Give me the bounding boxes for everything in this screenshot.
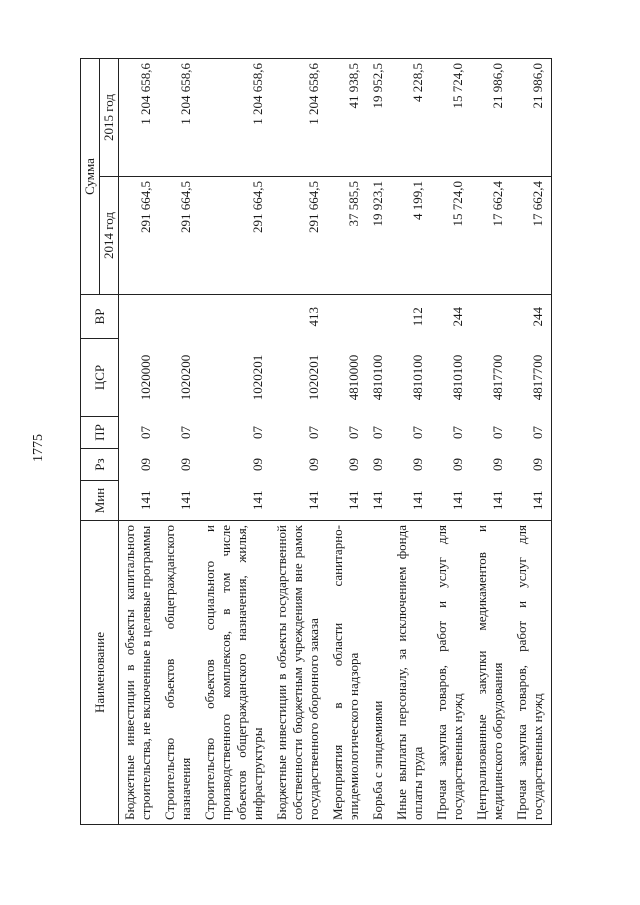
table-row — [471, 59, 511, 825]
row-sum-2015: 41 938,5 — [327, 59, 367, 177]
row-vr: 244 — [511, 295, 552, 339]
row-rz: 09 — [138, 458, 153, 471]
header-vr: ВР — [81, 295, 119, 339]
row-sum-2015: 1 204 658,6 — [159, 59, 199, 177]
row-rz: 09 — [306, 458, 321, 471]
row-sum-2014: 291 664,5 — [199, 177, 271, 295]
row-pr: 07 — [490, 426, 505, 439]
table-row — [431, 59, 471, 825]
row-pr: 07 — [511, 417, 552, 449]
row-name: Бюджетные инвестиции в объекты капитального строительства, не включенные в целевые программы — [119, 521, 160, 825]
header-csr: ЦСР — [81, 339, 119, 417]
row-name: Борьба с эпидемиями — [367, 521, 391, 825]
row-sum-2015: 1 204 658,6 — [119, 59, 160, 177]
row-name: Строительство объектов социального и производственного комплексов, в том числе объектов общегражданского назначения, жилья, инфраструктуры — [199, 521, 271, 825]
row-min: 141 — [431, 481, 471, 521]
row-sum-2015: 21 986,0 — [511, 59, 552, 177]
row-min: 141 — [159, 481, 199, 521]
row-vr — [119, 295, 160, 339]
row-vr: 244 — [431, 295, 471, 339]
row-pr: 07 — [178, 426, 193, 439]
row-pr: 07 — [250, 426, 265, 439]
budget-table — [80, 58, 552, 825]
row-sum-2015: 15 724,0 — [431, 59, 471, 177]
row-csr: 1020201 — [306, 354, 321, 401]
header-rz: Рз — [81, 449, 119, 481]
row-csr: 4810100 — [410, 354, 425, 401]
table-row — [199, 59, 271, 825]
table-row — [159, 59, 199, 825]
row-pr: 07 — [138, 426, 153, 439]
row-sum-2015: 21 986,0 — [471, 59, 511, 177]
row-csr: 4810000 — [346, 354, 361, 401]
row-pr: 07 — [450, 426, 465, 439]
row-sum-2014: 37 585,5 — [327, 177, 367, 295]
header-sum: Сумма — [81, 59, 100, 295]
table-row — [391, 59, 431, 825]
document-page — [31, 59, 600, 825]
row-name: Прочая закупка товаров, работ и услуг для государственных нужд — [431, 521, 471, 825]
table-row — [511, 59, 552, 825]
row-name: Прочая закупка товаров, работ и услуг для государственных нужд — [511, 521, 552, 825]
row-pr: 07 — [306, 426, 321, 439]
row-csr: 1020201 — [250, 354, 265, 401]
row-csr: 1020000 — [138, 354, 153, 401]
row-min: 141 — [119, 481, 160, 521]
header-name: Наименование — [81, 521, 119, 825]
header-year-2015: 2015 год — [100, 59, 119, 177]
header-min: Мин — [81, 481, 119, 521]
row-sum-2014: 291 664,5 — [159, 177, 199, 295]
row-vr: 413 — [271, 295, 327, 339]
row-vr — [199, 295, 271, 339]
row-sum-2015: 4 228,5 — [391, 59, 431, 177]
row-min: 141 — [367, 481, 391, 521]
table-row — [271, 59, 327, 825]
table-row — [327, 59, 367, 825]
row-vr — [471, 295, 511, 339]
row-min: 141 — [327, 481, 367, 521]
row-csr: 4810100 — [370, 354, 385, 401]
row-name: Иные выплаты персоналу, за исключением фонда оплаты труда — [391, 521, 431, 825]
row-vr — [327, 295, 367, 339]
row-vr: 112 — [391, 295, 431, 339]
row-sum-2014: 15 724,0 — [431, 177, 471, 295]
row-min: 141 — [199, 481, 271, 521]
row-vr — [367, 295, 391, 339]
row-sum-2014: 17 662,4 — [471, 177, 511, 295]
row-rz: 09 — [178, 458, 193, 471]
row-csr: 4810100 — [450, 354, 465, 401]
row-sum-2015: 1 204 658,6 — [271, 59, 327, 177]
row-name: Бюджетные инвестиции в объекты государственной собственности бюджетным учреждениям вне рамок государственного оборонного заказа — [271, 521, 327, 825]
row-sum-2014: 17 662,4 — [511, 177, 552, 295]
row-csr: 1020200 — [178, 354, 193, 401]
row-vr — [159, 295, 199, 339]
row-sum-2015: 1 204 658,6 — [199, 59, 271, 177]
row-name: Строительство объектов общегражданского назначения — [159, 521, 199, 825]
row-csr: 4817700 — [490, 354, 505, 401]
row-pr: 07 — [346, 426, 361, 439]
row-min: 141 — [471, 481, 511, 521]
row-rz: 09 — [450, 458, 465, 471]
row-sum-2014: 4 199,1 — [391, 177, 431, 295]
row-sum-2014: 291 664,5 — [271, 177, 327, 295]
header-year-2014: 2014 год — [100, 177, 119, 295]
row-sum-2014: 19 923,1 — [367, 177, 391, 295]
header-row — [81, 59, 100, 825]
row-rz: 09 — [410, 458, 425, 471]
row-name: Централизованные закупки медикаментов и медицинского оборудования — [471, 521, 511, 825]
table-body — [119, 59, 552, 825]
row-min: 141 — [271, 481, 327, 521]
row-sum-2015: 19 952,5 — [367, 59, 391, 177]
row-rz: 09 — [370, 458, 385, 471]
page-number: 1775 — [31, 434, 46, 462]
table-row — [119, 59, 160, 825]
row-pr: 07 — [410, 426, 425, 439]
row-sum-2014: 291 664,5 — [119, 177, 160, 295]
row-rz: 09 — [346, 458, 361, 471]
row-rz: 09 — [511, 449, 552, 481]
row-csr: 4817700 — [511, 339, 552, 417]
row-rz: 09 — [490, 458, 505, 471]
row-name: Мероприятия в области санитарно-эпидемиологического надзора — [327, 521, 367, 825]
header-pr: ПР — [81, 417, 119, 449]
table-row — [367, 59, 391, 825]
row-min: 141 — [391, 481, 431, 521]
row-pr: 07 — [370, 426, 385, 439]
row-min: 141 — [511, 481, 552, 521]
row-rz: 09 — [250, 458, 265, 471]
